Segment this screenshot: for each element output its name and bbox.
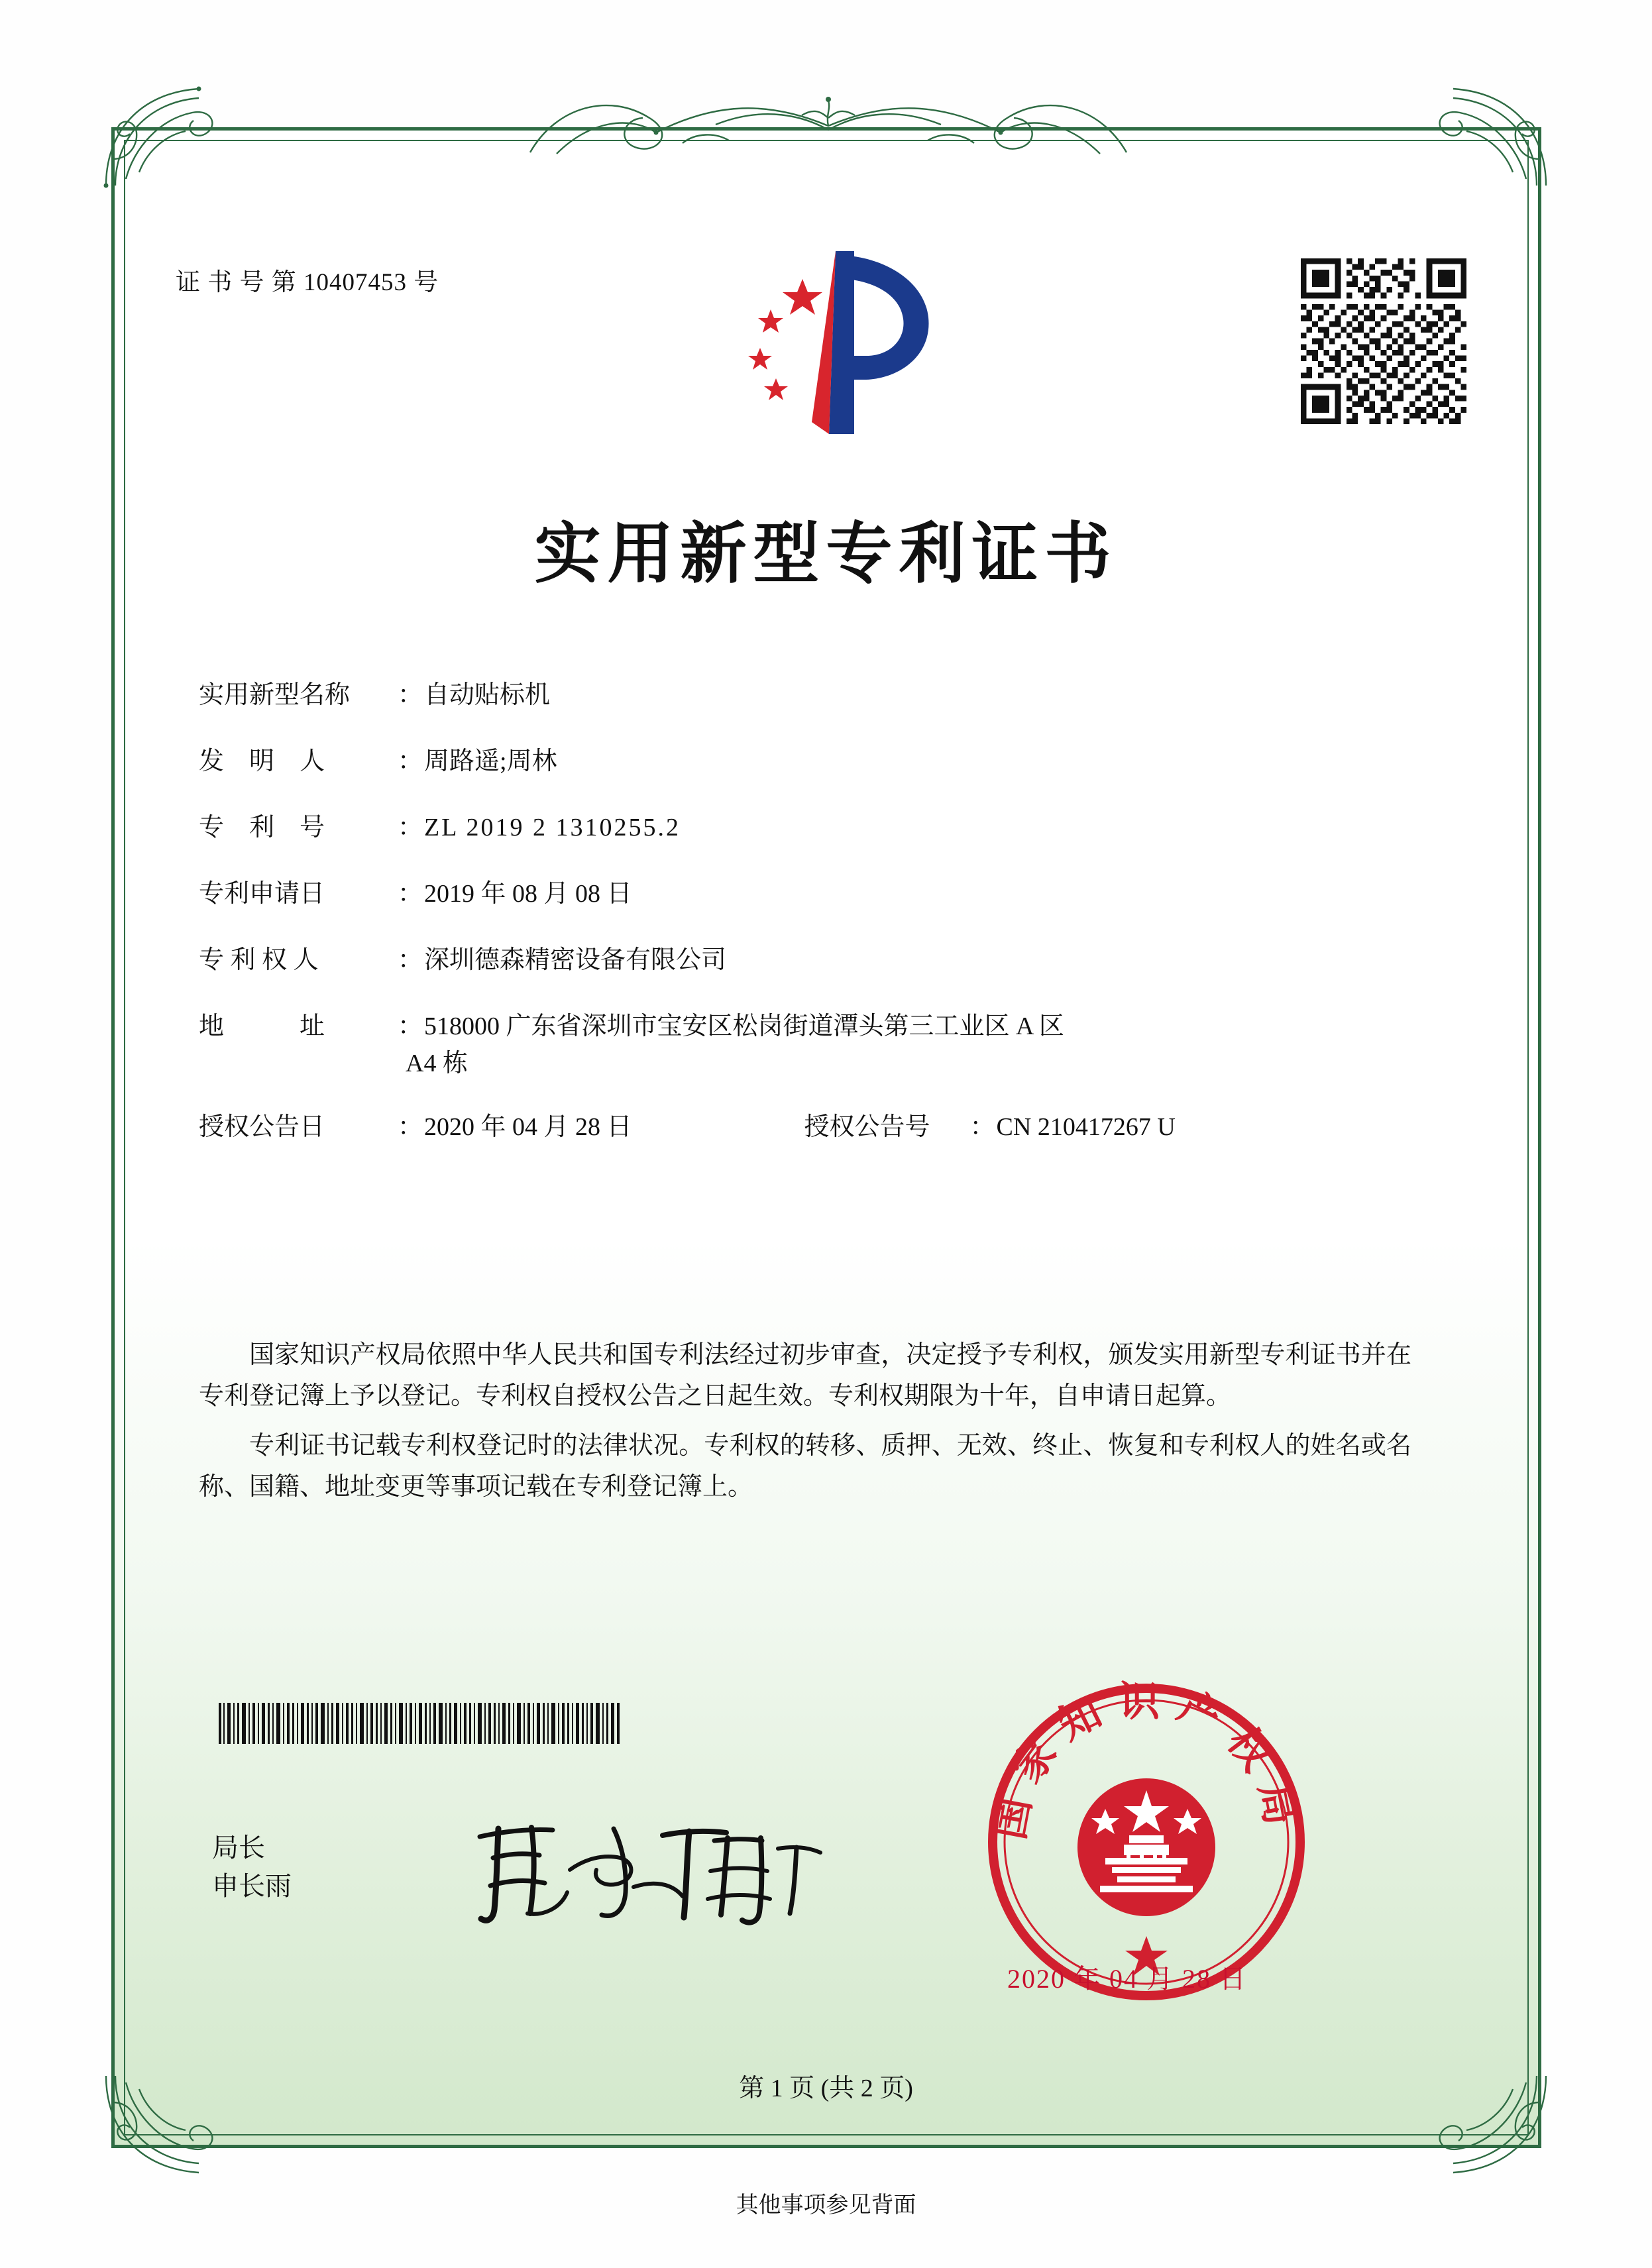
qr-code-icon <box>1301 258 1466 424</box>
grant-number-label: 授权公告号 <box>804 1113 930 1141</box>
field-value: 深圳德森精密设备有限公司 <box>424 946 727 974</box>
certificate-number: 证 书 号 第 10407453 号 <box>176 269 439 296</box>
field-colon: ： <box>398 681 423 709</box>
paragraph-1: 国家知识产权局依照中华人民共和国专利法经过初步审查，决定授予专利权，颁发实用新型专利证书并在专利登记簿上予以登记。专利权自授权公告之日起生效。专利权期限为十年，自申请日起算。 <box>199 1341 1411 1410</box>
field-colon: ： <box>398 946 423 974</box>
field-colon: ： <box>398 880 423 908</box>
field-patent-number <box>199 815 1392 840</box>
field-colon: ： <box>398 1113 423 1141</box>
seal-ring-text: 国家知识产权局 <box>985 1677 1308 1843</box>
field-utility-model-name <box>199 682 1392 708</box>
grant-number-value: CN 210417267 U <box>996 1113 1176 1141</box>
field-value: ZL 2019 2 1310255.2 <box>424 814 681 841</box>
field-value: 周路遥;周林 <box>424 747 557 775</box>
seal-date: 2020 年 04 月 28 日 <box>1007 1964 1247 1994</box>
grant-date-value: 2020 年 04 月 28 日 <box>424 1113 632 1141</box>
field-label: 地 址 <box>199 1012 325 1040</box>
field-application-date <box>199 881 1392 906</box>
field-value: 2019 年 08 月 08 日 <box>424 880 632 908</box>
field-grant-row <box>199 1114 1392 1140</box>
field-value: 自动贴标机 <box>424 681 551 709</box>
field-patentee <box>199 947 1392 973</box>
barcode <box>219 1703 623 1744</box>
field-colon: ： <box>398 1012 423 1040</box>
field-colon: ： <box>398 814 423 841</box>
field-label: 专 利 号 <box>199 814 325 841</box>
field-address <box>199 1014 1392 1039</box>
grant-date-label: 授权公告日 <box>199 1113 325 1141</box>
handwritten-signature-icon <box>464 1809 835 1935</box>
field-inventor <box>199 749 1392 774</box>
field-colon: ： <box>969 1113 995 1141</box>
field-label: 发 明 人 <box>199 747 325 775</box>
signature-name: 申长雨 <box>212 1871 292 1901</box>
field-label: 专 利 权 人 <box>199 946 319 974</box>
cnipa-logo-icon <box>712 248 951 441</box>
field-list <box>199 682 1392 1181</box>
legal-text <box>199 1335 1411 1517</box>
back-side-note: 其他事项参见背面 <box>736 2193 916 2218</box>
paragraph-2: 专利证书记载专利权登记时的法律状况。专利权的转移、质押、无效、终止、恢复和专利权人的姓名或名称、国籍、地址变更等事项记载在专利登记簿上。 <box>199 1432 1411 1501</box>
field-colon: ： <box>398 747 423 775</box>
field-value: 518000 广东省深圳市宝安区松岗街道潭头第三工业区 A 区 <box>424 1012 1064 1040</box>
field-label: 实用新型名称 <box>199 681 351 709</box>
page-title: 实用新型专利证书 <box>534 514 1118 592</box>
signature-role: 局长 <box>212 1833 265 1863</box>
page-indicator: 第 1 页 (共 2 页) <box>739 2075 913 2102</box>
field-label: 专利申请日 <box>199 880 325 908</box>
signature-block <box>212 1829 292 1906</box>
field-address-line2: A4 栋 <box>406 1050 468 1077</box>
grant-publication-number <box>804 1114 1176 1140</box>
